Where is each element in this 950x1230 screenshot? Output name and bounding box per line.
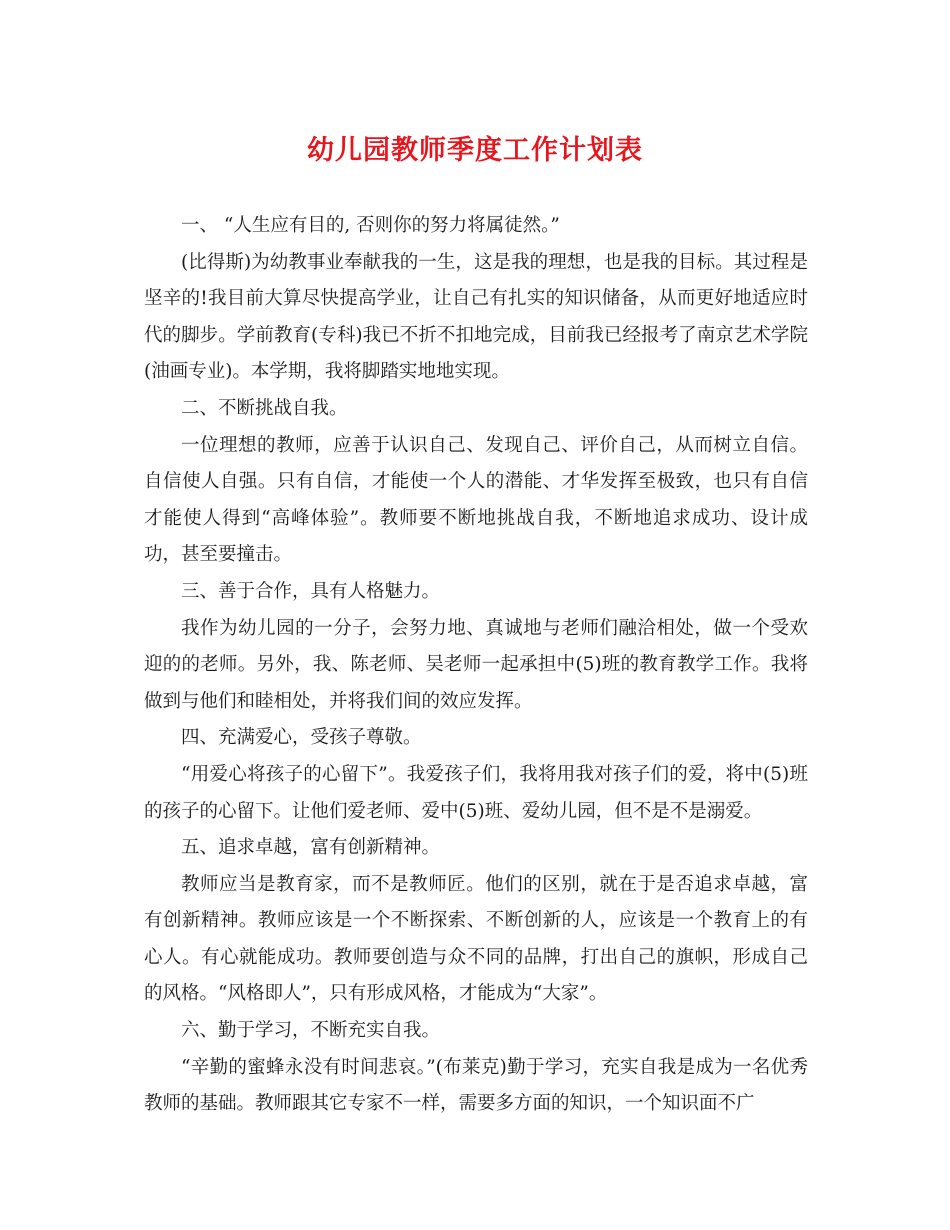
- paragraph: (比得斯)为幼教事业奉献我的一生，这是我的理想，也是我的目标。其过程是坚辛的!我目前大算尽快提高学业，让自己有扎实的知识储备，从而更好地适应时代的脚步。学前教育(专科)我已不折不扣地完成，目前我已经报考了南京艺术学院(油画专业)。本学期，我将脚踏实地地实现。: [144, 251, 808, 383]
- document-title: 幼儿园教师季度工作计划表: [307, 135, 643, 166]
- paragraph: 教师应当是教育家，而不是教师匠。他们的区别，就在于是否追求卓越，富有创新精神。教师应该是一个不断探索、不断创新的人，应该是一个教育上的有心人。有心就能成功。教师要创造与众不同的品牌，打出自己的旗帜，形成自己的风格。“风格即人”，只有形成风格，才能成为“大家”。: [144, 873, 808, 1005]
- document-body: [144, 208, 808, 1123]
- paragraph-heading-5: 五、追求卓越，富有创新精神。: [181, 837, 441, 859]
- paragraph-heading-3: 三、善于合作，具有人格魅力。: [181, 580, 441, 602]
- paragraph-heading-4: 四、充满爱心，受孩子尊敬。: [181, 727, 422, 749]
- paragraph: “用爱心将孩子的心留下”。我爱孩子们，我将用我对孩子们的爱，将中(5)班的孩子的心留下。让他们爱老师、爱中(5)班、爱幼儿园，但不是不是溺爱。: [144, 763, 808, 822]
- paragraph-heading-2: 二、不断挑战自我。: [181, 397, 348, 419]
- paragraph-heading-6: 六、勤于学习，不断充实自我。: [181, 1020, 441, 1042]
- paragraph: 一位理想的教师，应善于认识自己、发现自己、评价自己，从而树立自信。自信使人自强。只有自信，才能使一个人的潜能、才华发挥至极致，也只有自信才能使人得到“高峰体验”。教师要不断地挑战自我，不断地追求成功、设计成功，甚至要撞击。: [144, 434, 808, 566]
- paragraph: 我作为幼儿园的一分子，会努力地、真诚地与老师们融洽相处，做一个受欢迎的的老师。另外，我、陈老师、吴老师一起承担中(5)班的教育教学工作。我将做到与他们和睦相处，并将我们间的效应发挥。: [144, 617, 808, 712]
- paragraph: “辛勤的蜜蜂永没有时间悲哀。”(布莱克)勤于学习，充实自我是成为一名优秀教师的基础。教师跟其它专家不一样，需要多方面的知识，一个知识面不广: [144, 1056, 808, 1115]
- paragraph-heading-1: 一、 “人生应有目的, 否则你的努力将属徒然。”: [181, 215, 560, 236]
